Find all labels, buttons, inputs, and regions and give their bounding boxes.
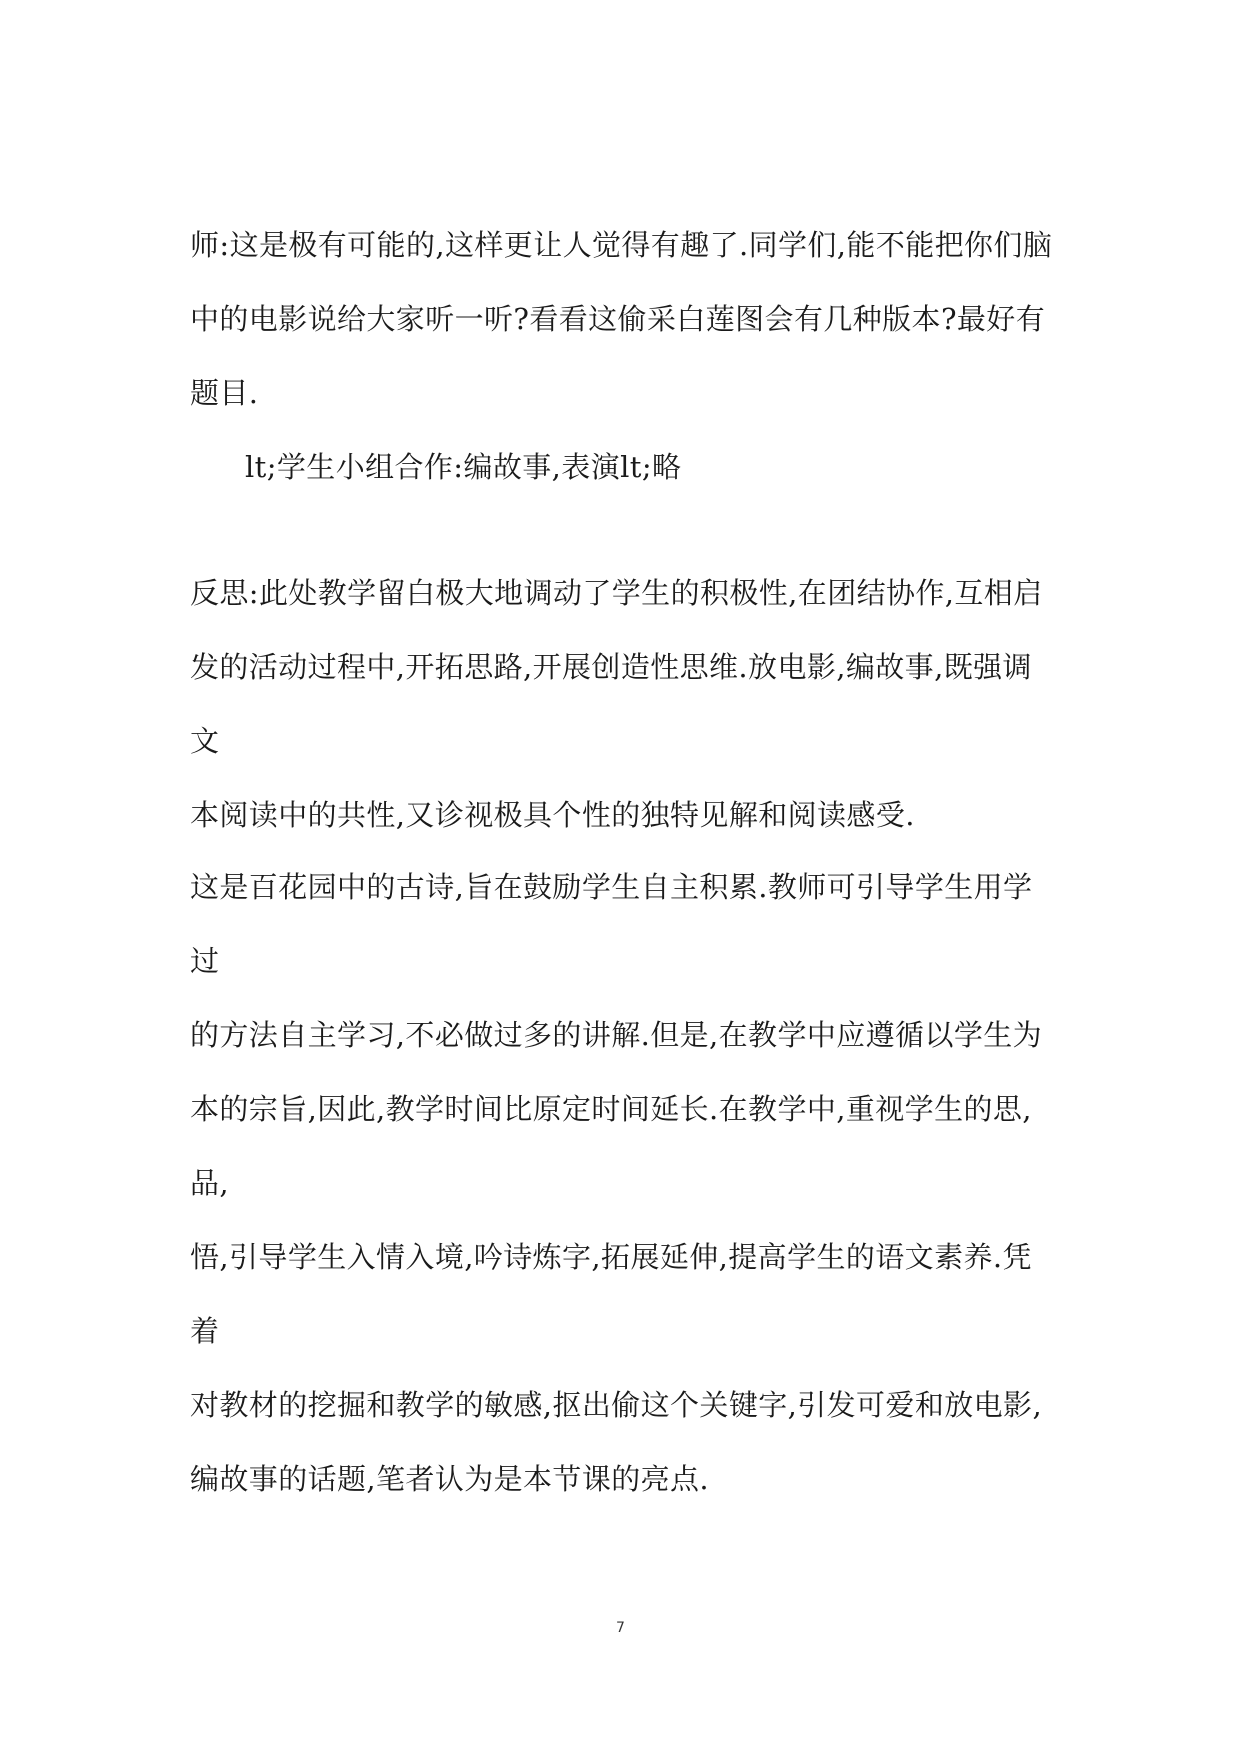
paragraph-reflection: 反思:此处教学留白极大地调动了学生的积极性,在团结协作,互相启 发的活动过程中,开拓思路,开展创造性思维.放电影,编故事,既强调文 本阅读中的共性,又诊视极具个性的独特见解和阅读感受. — [190, 576, 1043, 832]
paragraph-summary: 这是百花园中的古诗,旨在鼓励学生自主积累.教师可引导学生用学过 的方法自主学习,不必做过多的讲解.但是,在教学中应遵循以学生为 本的宗旨,因此,教学时间比原定时间延长.在教学中,重视学生的思,品, 悟,引导学生入情入境,吟诗炼字,拓展延伸,提高学生的语文素养.凭着 对教材的挖掘和教学的敏感,抠出偷这个关键字,引发可爱和放电影, 编故事的话题,笔者认为是本节课的亮点. — [190, 870, 1043, 1496]
paragraph-group-activity: lt;学生小组合作:编故事,表演lt;略 — [245, 450, 682, 484]
page-number: 7 — [616, 1620, 625, 1636]
paragraph-teacher-dialogue: 师:这是极有可能的,这样更让人觉得有趣了.同学们,能不能把你们脑 中的电影说给大家听一听?看看这偷采白莲图会有几种版本?最好有 题目. — [190, 228, 1053, 410]
